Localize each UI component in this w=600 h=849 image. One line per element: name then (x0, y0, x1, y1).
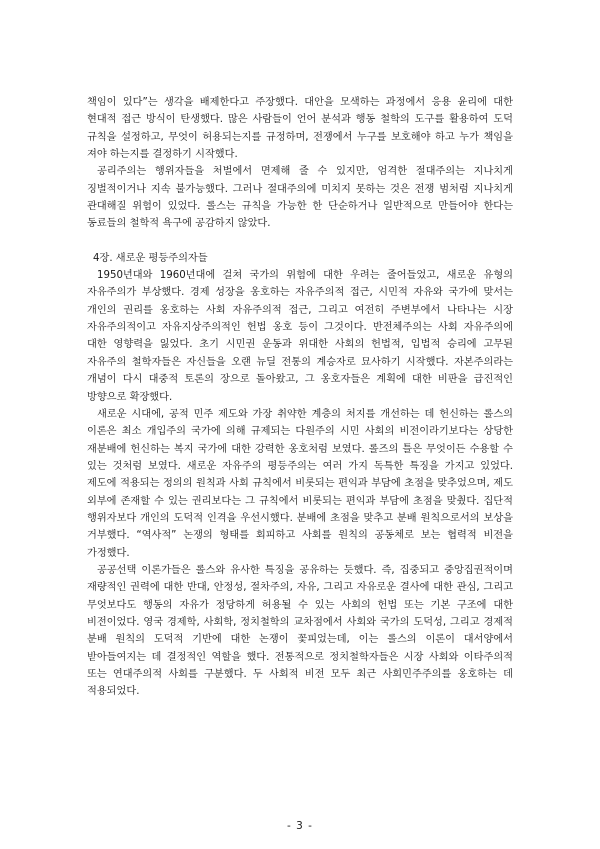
paragraph-utilitarianism: 공리주의는 행위자들을 처벌에서 면제해 줄 수 있지만, 엄격한 절대주의는 지나치게 징벌적이거나 지속 불가능했다. 그러나 절대주의에 미치지 못하는 것은 전쟁 범처럼 지나치게 관대해질 위험이 있었다. 롤스는 규칙을 가능한 한 단순하거나 일반적으로 만들어야 한다는 동료들의 철학적 욕구에 공감하지 않았다. (87, 166, 513, 230)
section-heading: 4장. 새로운 평등주의자들 (93, 252, 208, 264)
paragraph-new-liberalism: 1950년대와 1960년대에 걸쳐 국가의 위험에 대한 우려는 줄어들었고, 새로운 유형의 자유주의가 부상했다. 경제 성장을 옹호하는 자유주의적 접근, 시민적 자유와 국가에 맞서는 개인의 권리를 옹호하는 사회 자유주의적 접근, 그리고 여전히 주변부에서 나타나는 시장 자유주의적이고 자유지상주의적인 헌법 옹호 등이 그것이다. 반전체주의는 사회 자유주의에 대한 영향력을 잃었다. 초기 시민권 운동과 위대한 사회의 헌법적, 입법적 승리에 고무된 자유주의 철학자들은 자신들을 오랜 뉴딜 전통의 계승자로 묘사하기 시작했다. 자본주의라는 개념이 다시 대중적 토론의 장으로 돌아왔고, 그 옹호자들은 계획에 대한 비판을 급진적인 방향으로 확장했다. (87, 270, 513, 403)
page-number: - 3 - (287, 820, 313, 832)
body-text (87, 94, 513, 701)
paragraph-public-choice: 공공선택 이론가들은 롤스와 유사한 특징을 공유하는 듯했다. 즉, 집중되고 중앙집권적이며 재량적인 권력에 대한 반대, 안정성, 절차주의, 자유, 그리고 자유로운 결사에 대한 관심, 그리고 무엇보다도 행동의 자유가 정당하게 허용될 수 있는 사회의 헌법 또는 기본 구조에 대한 비전이었다. 영국 경제학, 사회학, 정치철학의 교차점에서 사회와 국가의 도덕성, 그리고 경제적 분배 원칙의 도덕적 기반에 대한 논쟁이 꽃피었는데, 이는 롤스의 이론이 대서양에서 받아들여지는 데 결정적인 역할을 했다. 전통적으로 정치철학자들은 시장 사회와 이타주의적 또는 연대주의적 사회를 구분했다. 두 사회적 비전 모두 최근 사회민주주의를 옹호하는 데 적용되었다. (87, 564, 513, 698)
paragraph-rawls-theory: 새로운 시대에, 공적 민주 제도와 가장 취약한 계층의 처지를 개선하는 데 헌신하는 롤스의 이론은 최소 개입주의 국가에 의해 규제되는 다원주의 시민 사회의 비전이라기보다는 상당한 재분배에 헌신하는 복지 국가에 대한 강력한 옹호처럼 보였다. 롤즈의 틀은 무엇이든 수용할 수 있는 것처럼 보였다. 새로운 자유주의 평등주의는 여러 가지 독특한 특징을 가지고 있었다. 제도에 적용되는 정의의 원칙과 사회 규칙에서 비롯되는 편익과 부담에 초점을 맞추었으며, 제도 외부에 존재할 수 있는 권리보다는 그 규칙에서 비롯되는 편익과 부담에 초점을 맞췄다. 집단적 행위자보다 개인의 도덕적 인격을 우선시했다. 분배에 초점을 맞추고 분배 원칙으로서의 보상을 거부했다. “역사적” 논쟁의 형태를 회피하고 사회를 원칙의 공동체로 보는 협력적 비전을 가정했다. (87, 408, 513, 559)
section-spacer (87, 233, 513, 250)
paragraph-continuation: 책임이 있다”는 생각을 배제한다고 주장했다. 대안을 모색하는 과정에서 응용 윤리에 대한 현대적 접근 방식이 탄생했다. 많은 사람들이 언어 분석과 행동 철학의 도구를 활용하여 도덕 규칙을 설정하고, 무엇이 허용되는지를 규정하며, 전쟁에서 누구를 보호해야 하고 누가 책임을 져야 하는지를 결정하기 시작했다. (87, 97, 513, 161)
